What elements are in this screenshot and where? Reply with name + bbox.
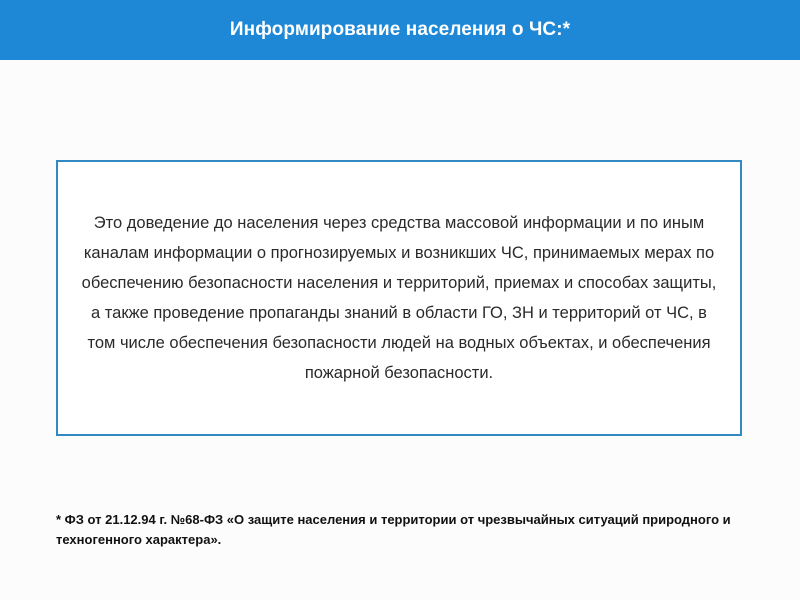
title-bar xyxy=(0,0,800,60)
slide-title: Информирование населения о ЧС:* xyxy=(229,19,571,40)
footnote: * ФЗ от 21.12.94 г. №68-ФЗ «О защите населения и территории от чрезвычайных ситуаций природного и техногенного характера». xyxy=(56,512,731,547)
definition-box xyxy=(56,160,742,436)
definition-text: Это доведение до населения через средства массовой информации и по иным каналам информации о прогнозируемых и возникших ЧС, принимаемых мерах по обеспечению безопасности населения и территорий, приемах и способах защиты, а также проведение пропаганды знаний в области ГО, ЗН и территорий от ЧС, в том числе обеспечения безопасности людей на водных объектах, и обеспечения пожарной безопасности. xyxy=(81,214,717,382)
